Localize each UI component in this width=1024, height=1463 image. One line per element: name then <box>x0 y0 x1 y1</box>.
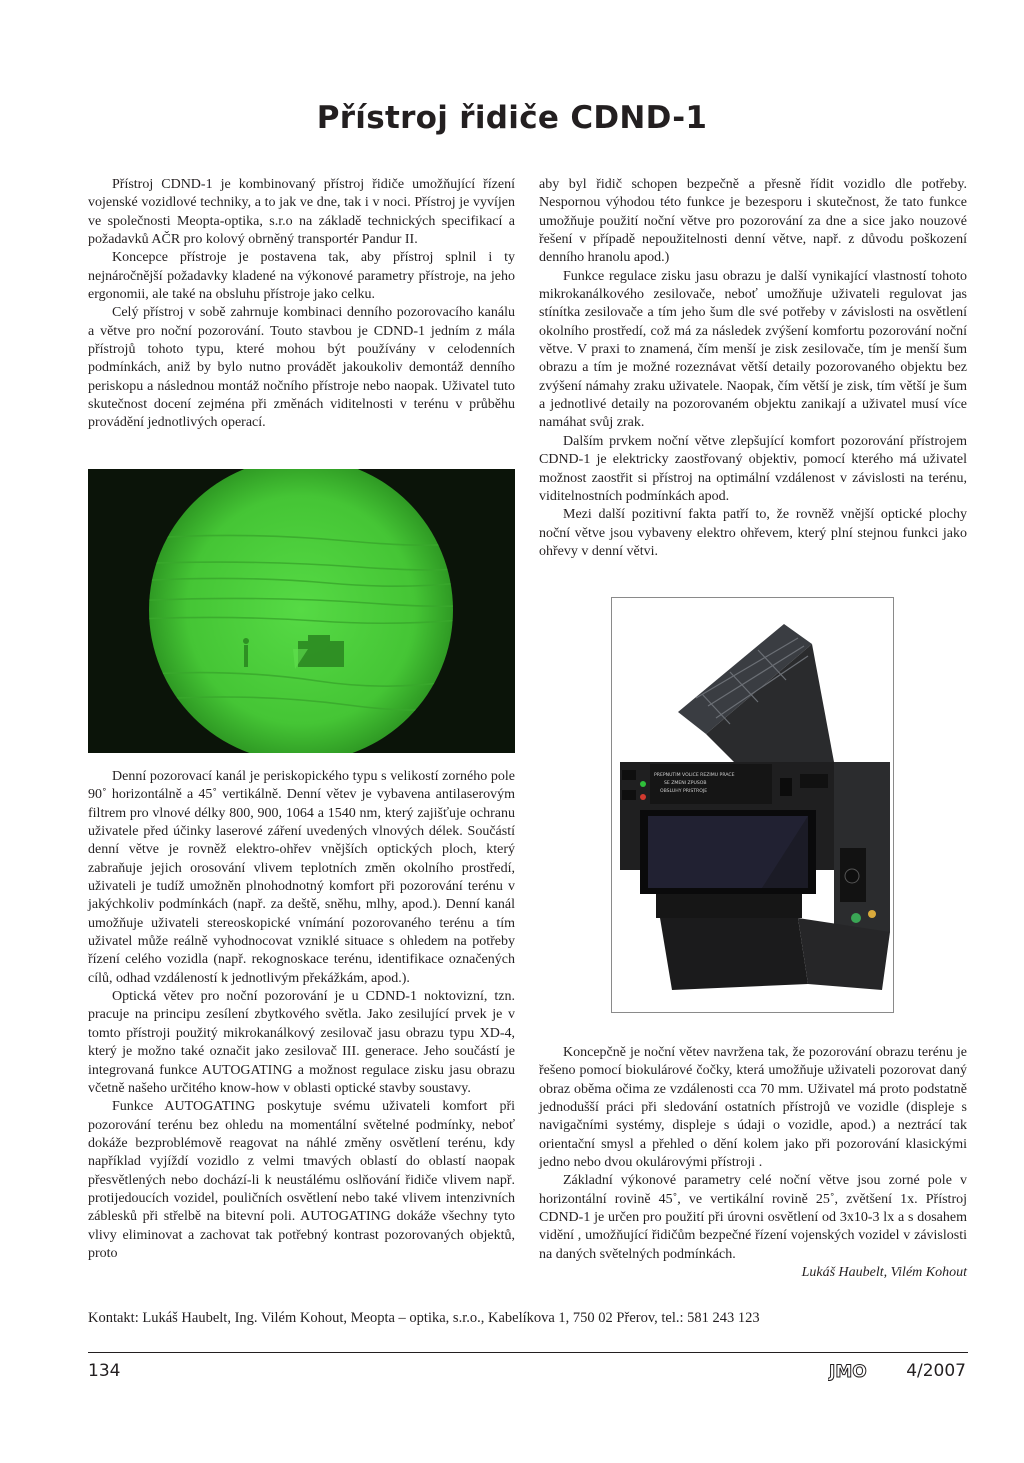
footer-rule <box>88 1352 968 1353</box>
night-vision-scene <box>88 469 515 753</box>
panel-label-bottom: OBSLUHY PRISTROJE <box>660 789 708 794</box>
page-number: 134 <box>88 1361 121 1381</box>
paragraph: Funkce regulace zisku jasu obrazu je další vynikající vlastností tohoto mikrokanálkového zesilovače, neboť umožňuje uživateli regulovat jas stínítka zesilovače a tím jeho šum dle své potřeby v závislosti na osvětlení okolního prostředí, což má za následek zvýšení komfortu pozorování noční větve. V praxi to znamená, čím menší je zisk zesilovače, tím je menší šum obrazu a tím je možné rozeznávat větší detaily pozorovaného objektu bez zvýšení námahy zraku uživatele. Naopak, čím větší je zisk, tím větší je šum a jednotlivé detaily na pozorovaném objektu zanikají a uživatel musí více namáhat svůj zrak. <box>539 268 967 431</box>
paragraph: Celý přístroj v sobě zahrnuje kombinaci denního pozorovacího kanálu a větve pro noční pozorování. Touto stavbou je CDND-1 jedním z mála přístrojů tohoto typu, které mohou být používány v celodenních podmínkách, aniž by bylo nutno provádět jakoukoliv demontáž denního periskopu a následnou montáž nočního přístroje nebo naopak. Uživatel tuto skutečnost docení zejména při změnách viditelnosti v terénu v průběhu provádění jednotlivých operací. <box>88 305 515 431</box>
column-left-bottom <box>88 768 515 1263</box>
panel-label-top: PREPNUTIM VOLICE REZIMU PRACE <box>654 773 735 778</box>
paragraph: Optická větev pro noční pozorování je u CDND-1 noktovizní, tzn. pracuje na principu zesílení zbytkového světla. Jako zesilující prvek je v tomto přístroji použitý mikrokanálkový zesilovač jasu obrazu typu XD-4, který je možno také označit jako zesilovač III. generace. Jeho součástí je integrovaná funkce AUTOGATING a možnost regulace zisku jasu obrazu včetně našeho určitého know-how v oblasti optické stavby soustavy. <box>88 989 515 1096</box>
paragraph: Základní výkonové parametry celé noční větve jsou zorné pole v horizontální rovině 45˚, ve vertikální rovině 25˚, zvětšení 1x. Přístroj CDND-1 je určen pro použití při úrovni osvětlení od 3x10-3 lx a s dosahem vidění , umožňující řidičům bezpečné řízení vojenských vozidel v závislosti na daných světelných podmínkách. <box>539 1173 967 1262</box>
author-signature: Lukáš Haubelt, Vilém Kohout <box>801 1265 967 1281</box>
paragraph: Přístroj CDND-1 je kombinovaný přístroj řidiče umožňující řízení vojenské vozidlové techniky, a to jak ve dne, tak i v noci. Přístroj je vyvíjen ve společnosti Meopta-optika, s.r.o na základě technických specifikací a požadavků AČR pro kolový obrněný transportér Pandur II. <box>88 177 515 248</box>
night-vision-image <box>88 469 515 753</box>
paragraph: Funkce AUTOGATING poskytuje svému uživateli komfort při pozorování terénu bez ohledu na momentální světelné podmínky, neboť dokáže bezproblémově reagovat na náhlé změny osvětlení terénu, kdy například vyjíždí vozidlo z velmi tmavých oblastí do oblastí naopak přesvětlených nebo dochází-li k neustálému oslňování řidiče vlivem např. protijedoucích vozidel, pouličních osvětlení nebo také vlivem intenzivních záblesků při střelbě na bitevní poli. AUTOGATING dokáže všechny tyto vlivy eliminovat a zachovat tak potřebný kontrast pozorovaných objektů, proto <box>88 1099 515 1261</box>
column-left-top <box>88 176 515 433</box>
paragraph: Denní pozorovací kanál je periskopického typu s velikostí zorného pole 90˚ horizontálně a 45˚ vertikálně. Denní větev je vybavena antilaserovým filtrem pro vlnové délky 800, 900, 1064 a 1540 nm, který zajišťuje ochranu uživatele před účinky laserové záření uvedených vlnových délek. Součástí denní větve je rovněž elektro-ohřev vnějších optických ploch, který zabraňuje jejich orosování vlivem teplotních změn okolního prostředí, uživateli je tudíž umožněn plnohodnotný komfort při pozorování terénu v jakýchkoliv podmínkách (např. za deště, sněhu, mlhy, apod.). Denní kanál umožňuje uživateli stereoskopické vnímání pozorovaného terénu a tím uživatel může reálně vyhodnocovat vzniklé situace s ohledem na potřeby řízení celého vozidla (např. rekognoskace terénu, identifikace označených cílů, odhad vzdáleností k jednotlivým překážkám, apod.). <box>88 769 515 986</box>
column-right-top <box>539 176 967 561</box>
column-right-bottom <box>539 1044 967 1282</box>
paragraph: Koncepce přístroje je postavena tak, aby přístroj splnil i ty nejnáročnější požadavky kladené na výkonové parametry přístroje, na jeho ergonomii, ale také na obsluhu přístroje jako celku. <box>88 250 515 303</box>
panel-label-mid: SE ZMENI ZPUSOB <box>664 781 707 786</box>
paragraph-continued: aby byl řidič schopen bezpečně a přesně řídit vozidlo dle potřeby. Nespornou výhodou této funkce je bezesporu i skutečnost, že tato funkce umožňuje použití noční větve pro pozorování za dne a sice jako nouzové řešení v případě nepoužitelnosti denní větve, např. z důvodu poškození denního hranolu apod.) <box>539 177 967 266</box>
journal-logo <box>828 1361 880 1386</box>
cdnd-1-device-illustration <box>612 598 893 1012</box>
contact-line: Kontakt: Lukáš Haubelt, Ing. Vilém Kohout, Meopta – optika, s.r.o., Kabelíkova 1, 750 02 Přerov, tel.: 581 243 123 <box>88 1310 760 1326</box>
paragraph: Dalším prvkem noční větve zlepšující komfort pozorování přístrojem CDND-1 je elektricky zaostřovaný objektiv, pomocí kterého má uživatel možnost zaostřit si přístroj na optimální vzdálenost v závislosti na terénu, viditelnostních podmínkách apod. <box>539 433 967 504</box>
issue-number: 4/2007 <box>906 1361 966 1381</box>
journal-logo-text: JMO <box>829 1362 867 1381</box>
paragraph: Mezi další pozitivní fakta patří to, že rovněž vnější optické plochy noční větve jsou vybaveny elektro ohřevem, který plní stejnou funkci jako ohřevy v denní větvi. <box>539 507 967 559</box>
article-title: Přístroj řidiče CDND-1 <box>316 100 708 136</box>
device-photo <box>611 597 894 1013</box>
paragraph: Koncepčně je noční větev navržena tak, že pozorování obrazu terénu je řešeno pomocí biokulárové čočky, která umožňuje uživateli pozorovat daný obraz oběma očima ze vzdálenosti cca 70 mm. Uživatel má proto podstatně jednodušší práci při sledování ostatních přístrojů ve vozidle (displeje s navigačními systémy, displeje s údaji o vozidle, apod.) a neztrácí tak orientační smysl a přehled o dění kolem jako při pozorování klasickými jedno nebo dvou okulárovými přístroji . <box>539 1045 967 1171</box>
